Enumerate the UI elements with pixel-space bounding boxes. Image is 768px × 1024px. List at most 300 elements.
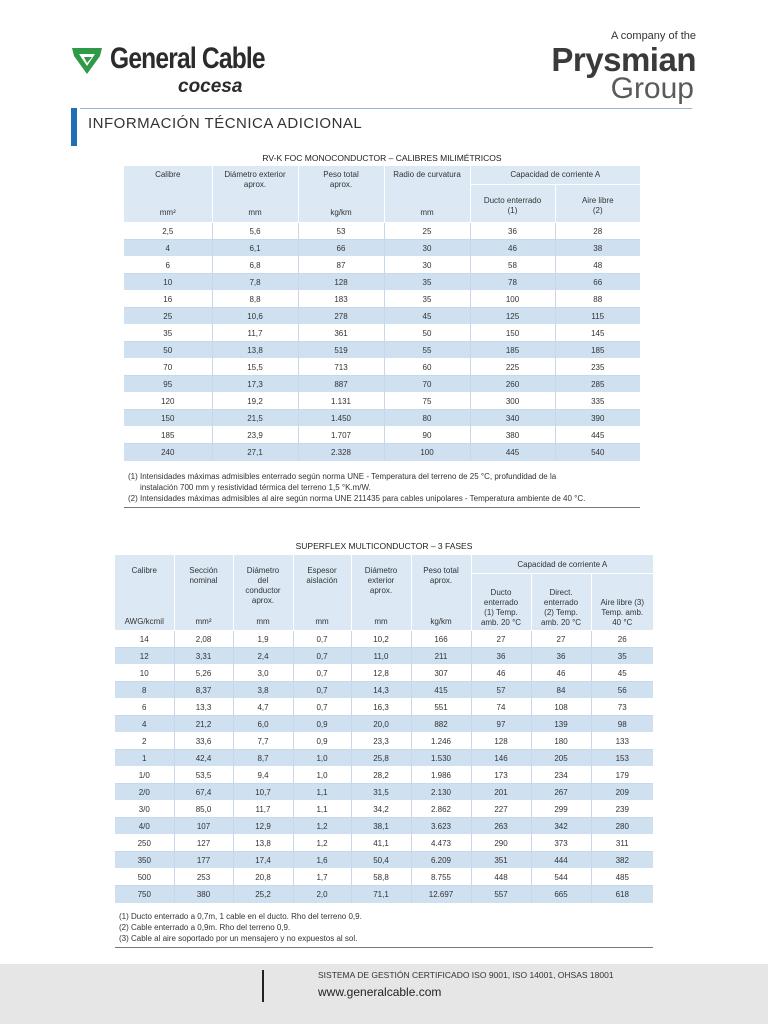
table-cell: 415 [411,682,471,699]
page-title: INFORMACIÓN TÉCNICA ADICIONAL [88,115,363,132]
table-cell: 73 [591,699,653,716]
table-cell: 179 [591,767,653,784]
table-row [115,818,653,835]
t2-header-seccion: Sección nominal mm² [174,555,233,631]
table-cell: 145 [555,325,640,342]
table-cell: 6,8 [212,257,298,274]
table-cell: 1.131 [298,393,384,410]
table-cell: 3,8 [233,682,293,699]
table-cell: 290 [471,835,531,852]
t2-header-espesor: Espesor aislación mm [293,555,351,631]
table-cell: 209 [591,784,653,801]
table-cell: 13,3 [174,699,233,716]
table-row [115,648,653,665]
table-cell: 4/0 [115,818,174,835]
table-cell: 19,2 [212,393,298,410]
table-cell: 115 [555,308,640,325]
t2-header-calibre: Calibre AWG/kcmil [115,555,174,631]
table2-note-3: (3) Cable al aire soportado por un mensajero y no expuestos al sol. [119,934,358,943]
table-cell: 235 [555,359,640,376]
table1-notes-rule [124,507,640,508]
table-cell: 28,2 [351,767,411,784]
prysmian-wordmark: Prysmian [551,41,696,78]
table-cell: 25 [384,223,470,240]
table-cell: 180 [531,733,591,750]
table-cell: 0,7 [293,648,351,665]
table-cell: 1 [115,750,174,767]
table-cell: 53,5 [174,767,233,784]
table2-caption: SUPERFLEX MULTICONDUCTOR – 3 FASES [295,541,473,551]
table-cell: 1,2 [293,835,351,852]
table-row [115,767,653,784]
table-cell: 88 [555,291,640,308]
table-cell: 3,0 [233,665,293,682]
table-cell: 120 [124,393,212,410]
table-cell: 98 [591,716,653,733]
table-row [115,631,653,648]
table-cell: 23,9 [212,427,298,444]
table-row [115,733,653,750]
table-cell: 11,7 [212,325,298,342]
table-cell: 36 [471,648,531,665]
table2 [115,555,653,903]
table-cell: 225 [470,359,555,376]
general-cable-emblem-icon [70,44,104,78]
table-cell: 2/0 [115,784,174,801]
table-cell: 557 [471,886,531,903]
table-row [124,444,640,461]
table-cell: 21,5 [212,410,298,427]
table-cell: 10 [115,665,174,682]
prysmian-group-wordmark: Group [610,72,694,105]
title-divider [80,108,692,109]
table-cell: 38,1 [351,818,411,835]
table-cell: 56 [591,682,653,699]
table-cell: 31,5 [351,784,411,801]
table-row [124,257,640,274]
table-cell: 21,2 [174,716,233,733]
table-cell: 45 [591,665,653,682]
table-cell: 6 [115,699,174,716]
table-cell: 0,9 [293,716,351,733]
table-cell: 33,6 [174,733,233,750]
table2-notes [119,911,362,944]
table-cell: 267 [531,784,591,801]
t1-header-calibre: Calibre mm² [124,166,212,223]
table-cell: 97 [471,716,531,733]
table-cell: 153 [591,750,653,767]
table-cell: 35 [384,291,470,308]
table-cell: 280 [591,818,653,835]
t1-header-diametro: Diámetro exterior aprox. mm [212,166,298,223]
table1-caption: RV-K FOC MONOCONDUCTOR – CALIBRES MILIMÉTRICOS [262,153,502,163]
table-cell: 285 [555,376,640,393]
table-cell: 8,37 [174,682,233,699]
table-cell: 74 [471,699,531,716]
table-cell: 34,2 [351,801,411,818]
t2-header-direct: Direct. enterrado (2) Temp. amb. 20 °C [531,573,591,630]
table-cell: 2,0 [293,886,351,903]
table-cell: 35 [591,648,653,665]
table-row [124,359,640,376]
table-cell: 0,7 [293,631,351,648]
general-cable-wordmark: General Cable [110,42,265,75]
table-cell: 185 [124,427,212,444]
table-cell: 665 [531,886,591,903]
table-cell: 205 [531,750,591,767]
table-cell: 7,7 [233,733,293,750]
table-cell: 107 [174,818,233,835]
table-cell: 46 [470,240,555,257]
table-cell: 887 [298,376,384,393]
table-cell: 8,7 [233,750,293,767]
table-cell: 10,6 [212,308,298,325]
table-cell: 500 [115,869,174,886]
table-cell: 0,7 [293,682,351,699]
table-cell: 3/0 [115,801,174,818]
table-cell: 0,9 [293,733,351,750]
table-row [124,393,640,410]
table-cell: 84 [531,682,591,699]
table-cell: 882 [411,716,471,733]
table-cell: 150 [470,325,555,342]
table-row [115,716,653,733]
table-cell: 201 [471,784,531,801]
table-row [115,852,653,869]
table-cell: 340 [470,410,555,427]
table-cell: 485 [591,869,653,886]
table-cell: 4 [124,240,212,257]
table-cell: 13,8 [233,835,293,852]
table-cell: 80 [384,410,470,427]
table-cell: 27 [471,631,531,648]
table-cell: 373 [531,835,591,852]
table-cell: 263 [471,818,531,835]
table-cell: 57 [471,682,531,699]
table-cell: 5,26 [174,665,233,682]
table-cell: 12,8 [351,665,411,682]
table-cell: 444 [531,852,591,869]
table-cell: 6 [124,257,212,274]
table-cell: 380 [470,427,555,444]
table1-note-1: (1) Intensidades máximas admisibles enterrado según norma UNE - Temperatura del terreno de 25 °C, profundidad de la [128,472,557,481]
table-cell: 12,9 [233,818,293,835]
table-cell: 351 [471,852,531,869]
table-cell: 227 [471,801,531,818]
table-cell: 125 [470,308,555,325]
footer-divider [262,970,264,1002]
table-cell: 36 [470,223,555,240]
table-row [124,308,640,325]
table-cell: 4,7 [233,699,293,716]
table-cell: 1.986 [411,767,471,784]
table-cell: 1,6 [293,852,351,869]
table-cell: 10,7 [233,784,293,801]
table-cell: 1,1 [293,784,351,801]
t2-header-diametro-conductor: Diámetro del conductor aprox. mm [233,555,293,631]
table-cell: 108 [531,699,591,716]
table-cell: 445 [470,444,555,461]
table-row [124,342,640,359]
table-cell: 70 [124,359,212,376]
table-cell: 1,2 [293,818,351,835]
table-row [115,886,653,903]
table-cell: 299 [531,801,591,818]
table-row [124,427,640,444]
table-row [115,835,653,852]
table-cell: 48 [555,257,640,274]
table-cell: 46 [531,665,591,682]
table-cell: 713 [298,359,384,376]
table1-notes [128,471,585,504]
table-cell: 87 [298,257,384,274]
table-cell: 618 [591,886,653,903]
table-cell: 12.697 [411,886,471,903]
table-cell: 2,5 [124,223,212,240]
table-cell: 58,8 [351,869,411,886]
table-cell: 7,8 [212,274,298,291]
table-row [115,699,653,716]
table-cell: 14,3 [351,682,411,699]
table-cell: 5,6 [212,223,298,240]
table-cell: 25 [124,308,212,325]
table-cell: 66 [298,240,384,257]
table-cell: 250 [115,835,174,852]
table-cell: 311 [591,835,653,852]
table-row [115,682,653,699]
table-cell: 6,0 [233,716,293,733]
table-cell: 42,4 [174,750,233,767]
table-cell: 100 [384,444,470,461]
table-cell: 2,08 [174,631,233,648]
table-row [115,801,653,818]
prysmian-logo [540,30,700,105]
table-cell: 234 [531,767,591,784]
table-cell: 58 [470,257,555,274]
table-cell: 67,4 [174,784,233,801]
table-cell: 71,1 [351,886,411,903]
table-cell: 448 [471,869,531,886]
table-cell: 382 [591,852,653,869]
table-cell: 28 [555,223,640,240]
table-cell: 23,3 [351,733,411,750]
table-row [124,240,640,257]
table-cell: 1.530 [411,750,471,767]
table-cell: 544 [531,869,591,886]
table-cell: 307 [411,665,471,682]
table-cell: 2 [115,733,174,750]
table-cell: 16,3 [351,699,411,716]
table-cell: 1,7 [293,869,351,886]
table-cell: 6,1 [212,240,298,257]
footer-certification: SISTEMA DE GESTIÓN CERTIFICADO ISO 9001, ISO 14001, OHSAS 18001 [318,970,614,980]
t1-header-capacidad: Capacidad de corriente A [470,166,640,184]
table-cell: 1,1 [293,801,351,818]
table-cell: 2.862 [411,801,471,818]
table-cell: 390 [555,410,640,427]
table-cell: 166 [411,631,471,648]
table-cell: 10,2 [351,631,411,648]
t2-header-diametro-exterior: Diámetro exterior aprox. mm [351,555,411,631]
table-cell: 9,4 [233,767,293,784]
table-cell: 8.755 [411,869,471,886]
t2-header-ducto: Ducto enterrado (1) Temp. amb. 20 °C [471,573,531,630]
table-cell: 78 [470,274,555,291]
table-cell: 3,31 [174,648,233,665]
table-cell: 260 [470,376,555,393]
table2-notes-rule [115,947,653,948]
table-cell: 10 [124,274,212,291]
t2-header-capacidad: Capacidad de corriente A [471,555,653,573]
table-cell: 41,1 [351,835,411,852]
t2-header-aire: Aire libre (3) Temp. amb. 40 °C [591,573,653,630]
table-cell: 60 [384,359,470,376]
table-cell: 50 [384,325,470,342]
table-cell: 361 [298,325,384,342]
table-cell: 253 [174,869,233,886]
table-cell: 16 [124,291,212,308]
title-accent-bar [71,108,77,146]
table-cell: 146 [471,750,531,767]
table-cell: 15,5 [212,359,298,376]
table2-note-2: (2) Cable enterrado a 0,9m. Rho del terreno 0,9. [119,923,291,932]
table-cell: 183 [298,291,384,308]
table-cell: 380 [174,886,233,903]
table-cell: 35 [384,274,470,291]
table-cell: 27 [531,631,591,648]
table-cell: 139 [531,716,591,733]
table-cell: 8,8 [212,291,298,308]
table-cell: 85,0 [174,801,233,818]
table-cell: 150 [124,410,212,427]
t1-header-ducto: Ducto enterrado (1) [470,184,555,222]
table-cell: 177 [174,852,233,869]
table-cell: 3.623 [411,818,471,835]
table-cell: 50,4 [351,852,411,869]
table-row [124,274,640,291]
table-cell: 25,2 [233,886,293,903]
table-row [124,376,640,393]
table-cell: 11,0 [351,648,411,665]
table-cell: 17,3 [212,376,298,393]
table-cell: 239 [591,801,653,818]
general-cable-logo [70,42,265,100]
table-cell: 127 [174,835,233,852]
table-cell: 2.328 [298,444,384,461]
table-cell: 26 [591,631,653,648]
table-cell: 1.246 [411,733,471,750]
table-cell: 30 [384,240,470,257]
table-cell: 25,8 [351,750,411,767]
table-cell: 75 [384,393,470,410]
table-cell: 350 [115,852,174,869]
table-cell: 1,0 [293,750,351,767]
table-cell: 128 [471,733,531,750]
table-cell: 66 [555,274,640,291]
table1-note-1-cont: instalación 700 mm y resistividad térmica del terreno 1,5 °K.m/W. [140,483,371,492]
table-cell: 0,7 [293,699,351,716]
table-cell: 1,0 [293,767,351,784]
table-cell: 20,0 [351,716,411,733]
table-cell: 50 [124,342,212,359]
table-cell: 95 [124,376,212,393]
table-cell: 17,4 [233,852,293,869]
table-row [115,750,653,767]
table-cell: 750 [115,886,174,903]
table-cell: 211 [411,648,471,665]
table-cell: 27,1 [212,444,298,461]
table-row [124,291,640,308]
table-row [124,223,640,240]
table-cell: 551 [411,699,471,716]
table-cell: 1.707 [298,427,384,444]
table-cell: 12 [115,648,174,665]
t1-header-peso: Peso total aprox. kg/km [298,166,384,223]
table-cell: 6.209 [411,852,471,869]
table-cell: 35 [124,325,212,342]
table-cell: 342 [531,818,591,835]
table-cell: 185 [555,342,640,359]
table-cell: 2.130 [411,784,471,801]
table-cell: 70 [384,376,470,393]
table-row [115,869,653,886]
t1-header-aire: Aire libre (2) [555,184,640,222]
table-cell: 11,7 [233,801,293,818]
table-cell: 20,8 [233,869,293,886]
table-cell: 53 [298,223,384,240]
table-cell: 519 [298,342,384,359]
table-cell: 13,8 [212,342,298,359]
table-cell: 8 [115,682,174,699]
table1-note-2: (2) Intensidades máximas admisibles al aire según norma UNE 211435 para cables unipolares - Temperatura ambiente de 40 °C. [128,494,586,503]
table-cell: 100 [470,291,555,308]
table-cell: 90 [384,427,470,444]
t2-header-peso: Peso total aprox. kg/km [411,555,471,631]
table-cell: 240 [124,444,212,461]
cocesa-wordmark: cocesa [178,76,243,97]
table-cell: 278 [298,308,384,325]
table-cell: 300 [470,393,555,410]
table-cell: 4 [115,716,174,733]
table-cell: 540 [555,444,640,461]
table-cell: 173 [471,767,531,784]
table2-note-1: (1) Ducto enterrado a 0,7m, 1 cable en el ducto. Rho del terreno 0,9. [119,912,362,921]
table1 [124,166,640,461]
table-cell: 445 [555,427,640,444]
table-cell: 2,4 [233,648,293,665]
prysmian-tagline: A company of the [611,30,696,42]
table-cell: 45 [384,308,470,325]
table-cell: 0,7 [293,665,351,682]
table-cell: 4.473 [411,835,471,852]
footer-website-link[interactable]: www.generalcable.com [318,985,442,999]
table-cell: 36 [531,648,591,665]
table-cell: 55 [384,342,470,359]
table-cell: 185 [470,342,555,359]
table-row [115,665,653,682]
table-cell: 1,9 [233,631,293,648]
table-cell: 128 [298,274,384,291]
table-row [124,410,640,427]
table-cell: 30 [384,257,470,274]
table-row [115,784,653,801]
table-cell: 38 [555,240,640,257]
table-cell: 46 [471,665,531,682]
table-cell: 14 [115,631,174,648]
table-row [124,325,640,342]
table-cell: 133 [591,733,653,750]
table-cell: 1.450 [298,410,384,427]
